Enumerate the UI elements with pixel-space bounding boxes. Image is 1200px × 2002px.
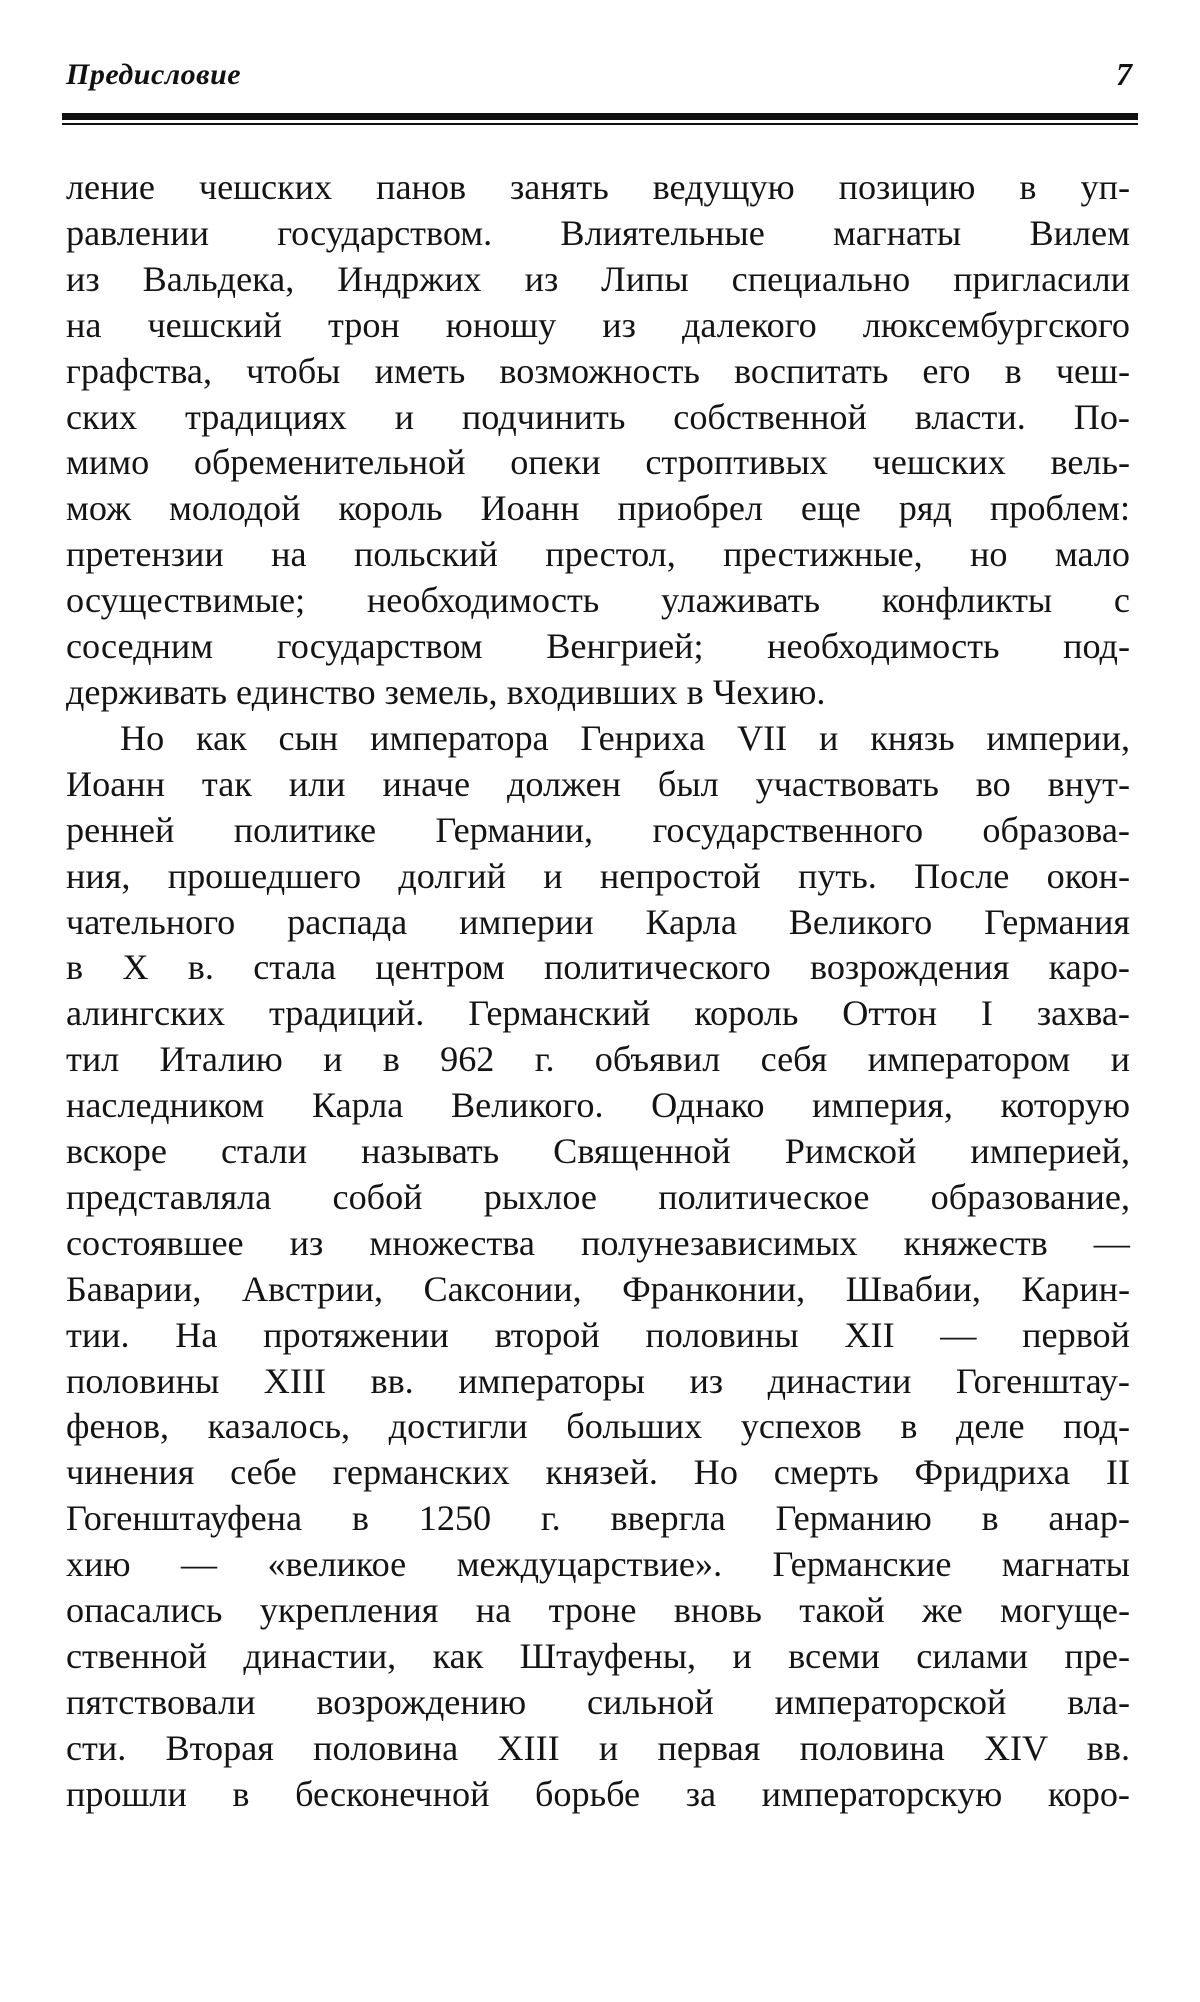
text-line: алингских традиций. Германский король Оттон I захва- (66, 993, 1130, 1034)
text-line: сти. Вторая половина XIII и первая половина XIV вв. (66, 1727, 1130, 1768)
text-line: чательного распада империи Карла Великого Германия (66, 901, 1130, 942)
text-line: Но как сын императора Генриха VII и князь империи, (120, 717, 1130, 758)
text-line: держивать единство земель, входивших в Чехию. (66, 671, 826, 712)
text-line: пятствовали возрождению сильной императорской вла- (66, 1681, 1130, 1722)
text-line: ния, прошедшего долгий и непростой путь. После окон- (66, 855, 1130, 896)
text-line: тии. На протяжении второй половины XII — первой (66, 1314, 1130, 1355)
text-line: ление чешских панов занять ведущую позицию в уп- (66, 167, 1130, 207)
text-line: ских традициях и подчинить собственной власти. По- (66, 396, 1130, 437)
text-line: Иоанн так или иначе должен был участвовать во внут- (66, 763, 1130, 804)
page-number: 7 (1116, 56, 1132, 92)
text-line: представляла собой рыхлое политическое образование, (66, 1176, 1130, 1217)
text-line: тил Италию и в 962 г. объявил себя императором и (66, 1039, 1130, 1080)
text-line: на чешский трон юношу из далекого люксембургского (66, 304, 1130, 345)
text-line: мож молодой король Иоанн приобрел еще ряд проблем: (66, 488, 1130, 529)
text-line: фенов, казалось, достигли больших успехов в деле под- (66, 1406, 1130, 1447)
header-rule-thick (62, 113, 1138, 120)
text-line: чинения себе германских князей. Но смерть Фридриха II (66, 1452, 1130, 1493)
text-line: ственной династии, как Штауфены, и всеми силами пре- (66, 1636, 1130, 1676)
text-line: вскоре стали называть Священной Римской империей, (66, 1131, 1130, 1172)
text-line: Гогенштауфена в 1250 г. ввергла Германию в анар- (66, 1498, 1130, 1539)
text-line: соседним государством Венгрией; необходимость под- (66, 626, 1130, 667)
header-rule-thin (62, 123, 1138, 125)
text-line: равлении государством. Влиятельные магнаты Вилем (66, 212, 1130, 253)
page-header (62, 52, 1138, 100)
text-line: состоявшее из множества полунезависимых княжеств — (66, 1222, 1130, 1263)
text-line: хию — «великое междуцарствие». Германские магнаты (66, 1544, 1130, 1585)
running-title: Предисловие (66, 58, 242, 91)
text-line: ренней политике Германии, государственного образова- (66, 809, 1130, 850)
text-line: прошли в бесконечной борьбе за императорскую коро- (66, 1773, 1130, 1814)
text-line: наследником Карла Великого. Однако империя, которую (66, 1085, 1130, 1126)
text-line: претензии на польский престол, престижные, но мало (66, 534, 1130, 575)
text-line: Баварии, Австрии, Саксонии, Франконии, Швабии, Карин- (66, 1268, 1130, 1309)
body-text (66, 165, 1130, 1818)
text-line: половины XIII вв. императоры из династии Гогенштау- (66, 1360, 1130, 1401)
text-line: из Вальдека, Индржих из Липы специально пригласили (66, 258, 1130, 299)
text-line: осуществимые; необходимость улаживать конфликты с (66, 580, 1130, 621)
text-line: графства, чтобы иметь возможность воспитать его в чеш- (66, 350, 1130, 391)
text-line: опасались укрепления на троне вновь такой же могуще- (66, 1590, 1130, 1631)
text-line: мимо обременительной опеки строптивых чешских вель- (66, 442, 1130, 483)
text-line: в X в. стала центром политического возрождения каро- (66, 947, 1130, 988)
